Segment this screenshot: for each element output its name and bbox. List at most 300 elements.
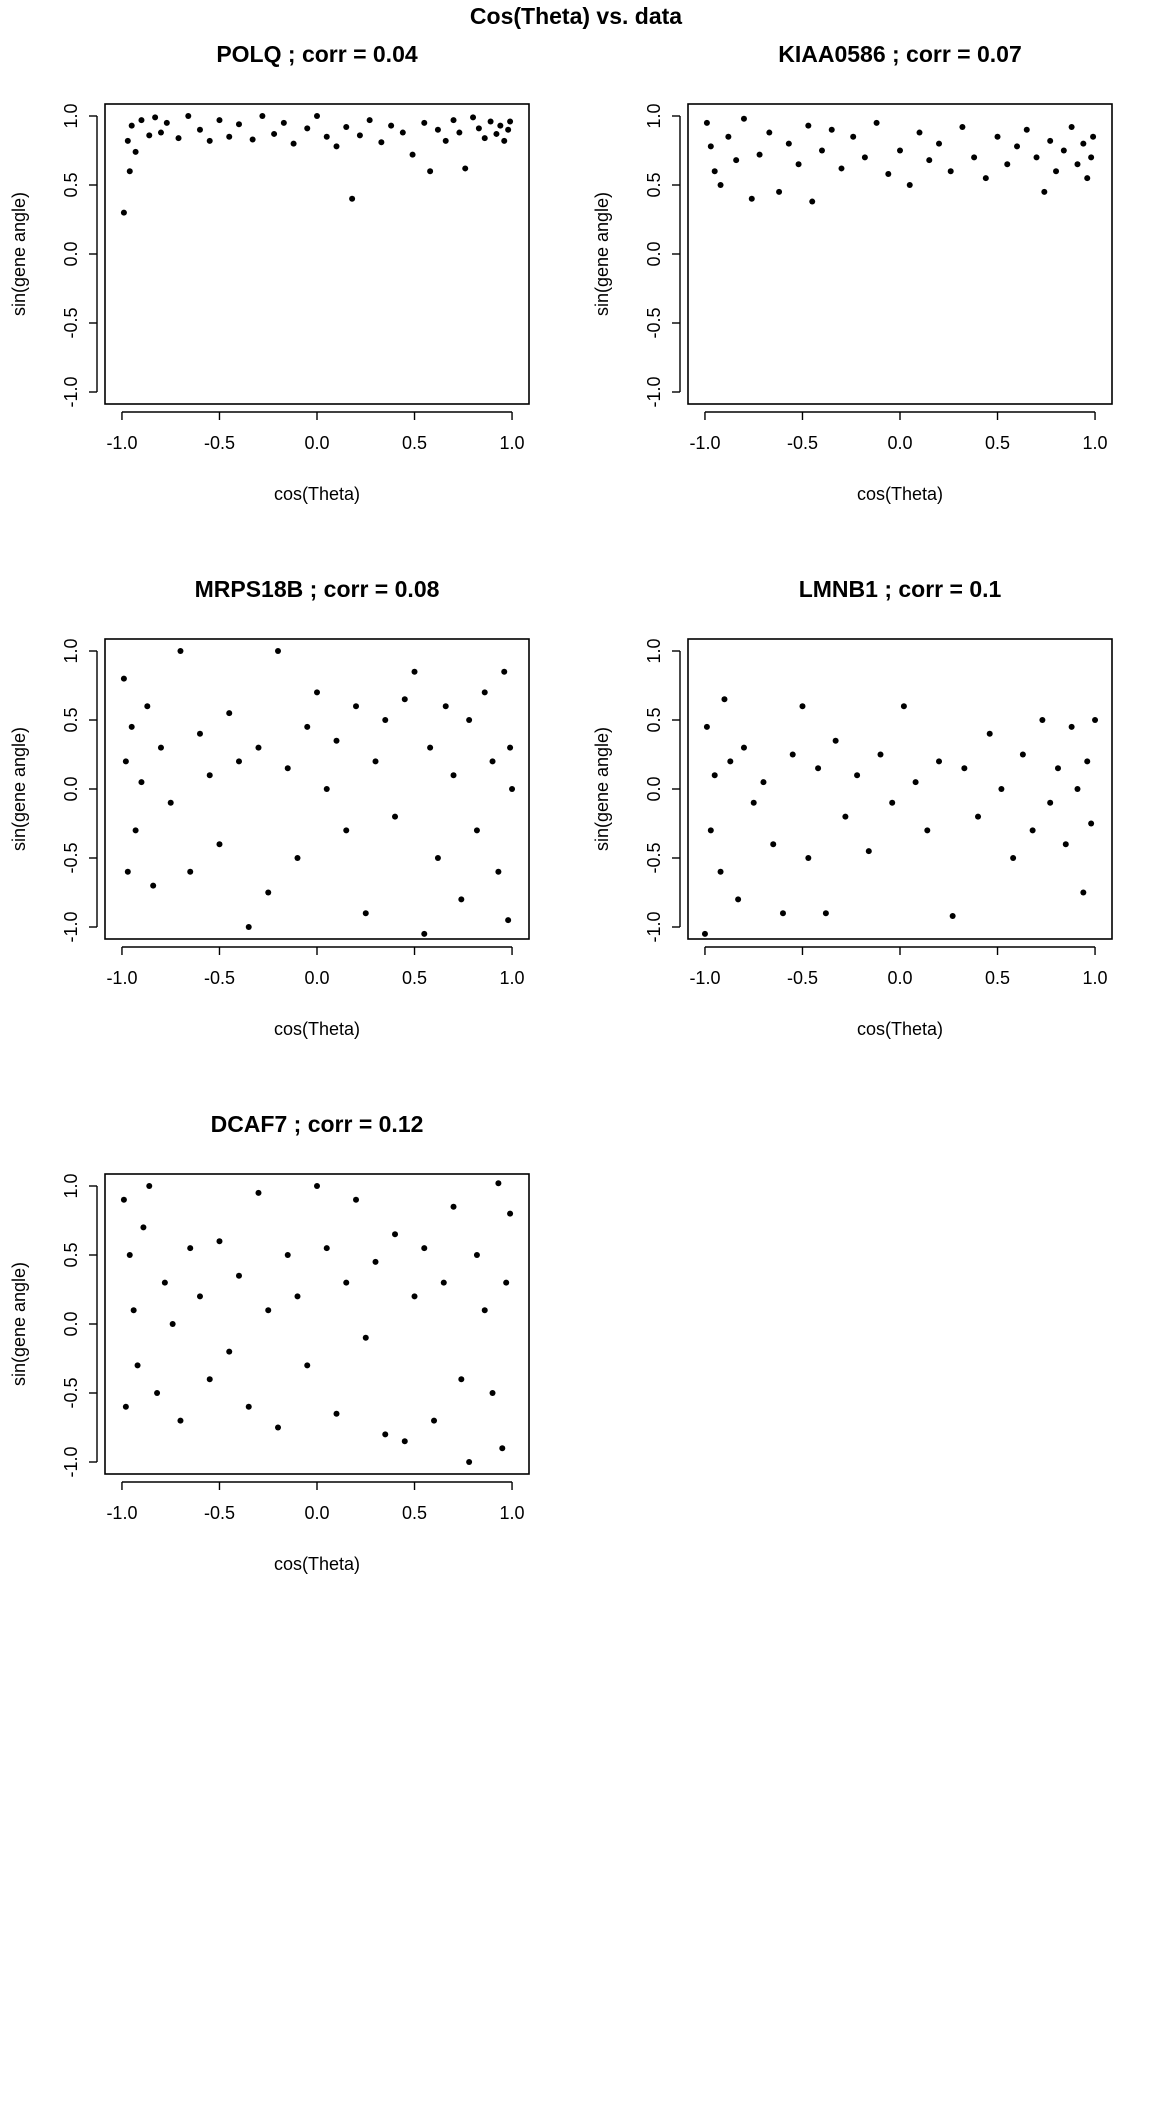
data-point xyxy=(158,745,164,751)
y-tick-label: 0.0 xyxy=(61,1311,81,1337)
data-point xyxy=(712,168,718,174)
y-tick-label: -0.5 xyxy=(61,1377,81,1409)
data-point xyxy=(712,772,718,778)
data-point xyxy=(451,117,457,123)
data-point xyxy=(164,120,170,126)
data-point xyxy=(751,800,757,806)
y-tick-label: -0.5 xyxy=(61,842,81,874)
y-tick-label: -0.5 xyxy=(61,307,81,339)
data-point xyxy=(488,119,494,125)
data-point xyxy=(505,917,511,923)
data-point xyxy=(702,931,708,937)
y-axis-label: sin(gene angle) xyxy=(592,726,612,852)
data-point xyxy=(733,157,739,163)
data-point xyxy=(246,1404,252,1410)
data-point xyxy=(427,168,433,174)
x-tick-label: -0.5 xyxy=(203,968,235,988)
data-point xyxy=(1084,758,1090,764)
y-tick-label: -1.0 xyxy=(61,911,81,943)
data-point xyxy=(373,1259,379,1265)
data-point xyxy=(1063,841,1069,847)
data-point xyxy=(216,841,222,847)
data-point xyxy=(866,848,872,854)
data-point xyxy=(1014,143,1020,149)
data-point xyxy=(862,154,868,160)
panel-title: LMNB1 ; corr = 0.1 xyxy=(798,576,1002,602)
data-point xyxy=(250,136,256,142)
data-point xyxy=(216,1238,222,1244)
data-point xyxy=(708,827,714,833)
data-point xyxy=(304,125,310,131)
y-tick-label: 1.0 xyxy=(61,1173,81,1199)
data-point xyxy=(451,772,457,778)
data-point xyxy=(474,827,480,833)
data-point xyxy=(466,1459,472,1465)
data-point xyxy=(490,1390,496,1396)
data-point xyxy=(470,114,476,120)
data-point xyxy=(314,113,320,119)
data-point xyxy=(392,1231,398,1237)
data-point xyxy=(913,779,919,785)
data-point xyxy=(495,869,501,875)
data-point xyxy=(421,1245,427,1251)
x-tick-label: 0.5 xyxy=(402,1503,428,1523)
data-point xyxy=(294,855,300,861)
data-point xyxy=(503,1280,509,1286)
data-point xyxy=(291,141,297,147)
y-tick-label: -0.5 xyxy=(644,842,664,874)
data-point xyxy=(961,765,967,771)
data-point xyxy=(285,1252,291,1258)
data-point xyxy=(493,131,499,137)
y-tick-label: -0.5 xyxy=(644,307,664,339)
y-tick-label: 0.0 xyxy=(644,776,664,802)
data-point xyxy=(427,745,433,751)
data-point xyxy=(314,1183,320,1189)
data-point xyxy=(162,1280,168,1286)
data-point xyxy=(842,814,848,820)
data-point xyxy=(757,152,763,158)
data-point xyxy=(226,1349,232,1355)
y-tick-label: 1.0 xyxy=(644,638,664,664)
y-tick-label: 1.0 xyxy=(61,638,81,664)
data-point xyxy=(1039,717,1045,723)
data-point xyxy=(271,131,277,137)
x-tick-label: -1.0 xyxy=(106,1503,138,1523)
data-points xyxy=(121,648,515,937)
x-tick-label: -0.5 xyxy=(203,1503,235,1523)
data-point xyxy=(926,157,932,163)
data-point xyxy=(343,1280,349,1286)
data-point xyxy=(314,689,320,695)
data-point xyxy=(410,152,416,158)
data-point xyxy=(177,648,183,654)
x-tick-label: 1.0 xyxy=(1082,433,1108,453)
data-point xyxy=(1069,724,1075,730)
data-point xyxy=(741,745,747,751)
x-tick-label: 0.5 xyxy=(402,433,428,453)
data-point xyxy=(462,165,468,171)
data-point xyxy=(421,120,427,126)
x-tick-label: -0.5 xyxy=(786,433,818,453)
data-point xyxy=(207,772,213,778)
data-point xyxy=(343,124,349,130)
data-point xyxy=(265,1307,271,1313)
data-point xyxy=(378,139,384,145)
data-point xyxy=(1047,800,1053,806)
data-point xyxy=(135,1362,141,1368)
x-tick-label: -1.0 xyxy=(689,433,721,453)
data-point xyxy=(168,800,174,806)
data-point xyxy=(495,1180,501,1186)
y-tick-label: 0.5 xyxy=(61,707,81,733)
data-point xyxy=(907,182,913,188)
figure-title: Cos(Theta) vs. data xyxy=(469,3,683,29)
data-point xyxy=(138,779,144,785)
data-point xyxy=(950,913,956,919)
data-point xyxy=(796,161,802,167)
data-point xyxy=(373,758,379,764)
data-point xyxy=(353,1197,359,1203)
data-point xyxy=(125,138,131,144)
data-point xyxy=(125,869,131,875)
data-point xyxy=(476,125,482,131)
data-point xyxy=(129,123,135,129)
y-tick-label: -1.0 xyxy=(61,1446,81,1478)
data-point xyxy=(285,765,291,771)
data-point xyxy=(987,731,993,737)
data-point xyxy=(505,127,511,133)
data-point xyxy=(975,814,981,820)
y-axis-label: sin(gene angle) xyxy=(9,1261,29,1387)
data-point xyxy=(431,1418,437,1424)
data-point xyxy=(497,123,503,129)
data-point xyxy=(451,1204,457,1210)
x-tick-label: -0.5 xyxy=(786,968,818,988)
x-axis-label: cos(Theta) xyxy=(273,1554,361,1574)
data-point xyxy=(708,143,714,149)
data-point xyxy=(441,1280,447,1286)
data-point xyxy=(466,717,472,723)
data-point xyxy=(158,130,164,136)
data-point xyxy=(718,869,724,875)
data-point xyxy=(815,765,821,771)
panel-title: DCAF7 ; corr = 0.12 xyxy=(210,1111,424,1137)
data-point xyxy=(760,779,766,785)
data-point xyxy=(1090,134,1096,140)
y-tick-label: -1.0 xyxy=(61,376,81,408)
chart-panel-1 xyxy=(9,41,529,504)
y-axis-label: sin(gene angle) xyxy=(9,726,29,852)
data-point xyxy=(121,1197,127,1203)
data-point xyxy=(1074,161,1080,167)
data-point xyxy=(127,168,133,174)
data-point xyxy=(152,114,158,120)
panel-title: KIAA0586 ; corr = 0.07 xyxy=(778,41,1022,67)
y-tick-label: -1.0 xyxy=(644,376,664,408)
data-point xyxy=(255,745,261,751)
data-point xyxy=(259,113,265,119)
data-point xyxy=(421,931,427,937)
data-point xyxy=(458,1376,464,1382)
data-point xyxy=(304,724,310,730)
data-point xyxy=(786,141,792,147)
x-tick-label: -0.5 xyxy=(203,433,235,453)
data-point xyxy=(490,758,496,764)
data-point xyxy=(343,827,349,833)
data-point xyxy=(400,130,406,136)
data-point xyxy=(140,1224,146,1230)
data-point xyxy=(187,869,193,875)
data-points xyxy=(121,1180,513,1465)
y-tick-label: 0.0 xyxy=(644,241,664,267)
data-point xyxy=(123,758,129,764)
data-point xyxy=(482,689,488,695)
data-point xyxy=(207,138,213,144)
chart-panel-3 xyxy=(9,576,529,1039)
data-point xyxy=(353,703,359,709)
data-point xyxy=(185,113,191,119)
x-axis-label: cos(Theta) xyxy=(273,1019,361,1039)
x-tick-label: 1.0 xyxy=(499,968,525,988)
data-point xyxy=(704,724,710,730)
data-point xyxy=(1080,141,1086,147)
y-tick-label: 0.0 xyxy=(61,776,81,802)
data-point xyxy=(304,1362,310,1368)
data-point xyxy=(255,1190,261,1196)
data-point xyxy=(971,154,977,160)
y-axis-label: sin(gene angle) xyxy=(592,191,612,317)
chart-panel-2 xyxy=(592,41,1112,504)
chart-panel-5 xyxy=(9,1111,529,1574)
data-point xyxy=(236,1273,242,1279)
data-point xyxy=(877,752,883,758)
data-point xyxy=(501,138,507,144)
data-point xyxy=(412,669,418,675)
data-point xyxy=(983,175,989,181)
data-point xyxy=(704,120,710,126)
data-point xyxy=(458,896,464,902)
data-point xyxy=(138,117,144,123)
x-tick-label: 1.0 xyxy=(499,1503,525,1523)
y-tick-label: 0.0 xyxy=(61,241,81,267)
data-point xyxy=(901,703,907,709)
y-tick-label: 1.0 xyxy=(61,103,81,129)
data-point xyxy=(1053,168,1059,174)
data-point xyxy=(294,1293,300,1299)
data-point xyxy=(1010,855,1016,861)
y-axis-label: sin(gene angle) xyxy=(9,191,29,317)
data-point xyxy=(741,116,747,122)
data-point xyxy=(1047,138,1053,144)
data-point xyxy=(402,1438,408,1444)
data-point xyxy=(146,1183,152,1189)
data-point xyxy=(324,134,330,140)
data-point xyxy=(725,134,731,140)
data-point xyxy=(170,1321,176,1327)
data-point xyxy=(749,196,755,202)
panel-title: POLQ ; corr = 0.04 xyxy=(216,41,418,67)
data-point xyxy=(265,890,271,896)
data-point xyxy=(176,135,182,141)
data-point xyxy=(144,703,150,709)
data-point xyxy=(133,149,139,155)
data-point xyxy=(197,127,203,133)
data-point xyxy=(838,165,844,171)
data-point xyxy=(718,182,724,188)
data-point xyxy=(435,855,441,861)
data-point xyxy=(1080,890,1086,896)
data-point xyxy=(246,924,252,930)
data-point xyxy=(150,883,156,889)
data-point xyxy=(727,758,733,764)
data-point xyxy=(154,1390,160,1396)
data-point xyxy=(735,896,741,902)
data-point xyxy=(129,724,135,730)
data-point xyxy=(363,1335,369,1341)
data-point xyxy=(334,143,340,149)
y-tick-label: 1.0 xyxy=(644,103,664,129)
data-point xyxy=(1061,148,1067,154)
data-point xyxy=(499,1445,505,1451)
data-point xyxy=(388,123,394,129)
data-point xyxy=(936,141,942,147)
y-tick-label: 0.5 xyxy=(644,172,664,198)
data-point xyxy=(1092,717,1098,723)
data-point xyxy=(924,827,930,833)
data-point xyxy=(1030,827,1036,833)
plot-frame xyxy=(105,1174,529,1474)
plot-frame xyxy=(105,639,529,939)
data-point xyxy=(177,1418,183,1424)
x-tick-label: 0.0 xyxy=(304,968,330,988)
data-points xyxy=(704,116,1096,205)
data-point xyxy=(443,703,449,709)
data-point xyxy=(874,120,880,126)
data-point xyxy=(829,127,835,133)
data-point xyxy=(1020,752,1026,758)
data-point xyxy=(121,210,127,216)
data-point xyxy=(197,1293,203,1299)
data-point xyxy=(334,1411,340,1417)
data-point xyxy=(146,132,152,138)
x-tick-label: 0.5 xyxy=(985,433,1011,453)
data-point xyxy=(854,772,860,778)
data-point xyxy=(1004,161,1010,167)
data-point xyxy=(995,134,1001,140)
y-tick-label: 0.5 xyxy=(61,172,81,198)
data-point xyxy=(367,117,373,123)
data-point xyxy=(897,148,903,154)
x-tick-label: 0.0 xyxy=(304,433,330,453)
data-point xyxy=(207,1376,213,1382)
data-point xyxy=(998,786,1004,792)
data-point xyxy=(382,717,388,723)
data-point xyxy=(833,738,839,744)
x-tick-label: 0.5 xyxy=(402,968,428,988)
data-point xyxy=(357,132,363,138)
panel-title: MRPS18B ; corr = 0.08 xyxy=(194,576,440,602)
x-tick-label: 0.5 xyxy=(985,968,1011,988)
data-point xyxy=(187,1245,193,1251)
data-point xyxy=(850,134,856,140)
plot-frame xyxy=(688,639,1112,939)
data-point xyxy=(349,196,355,202)
data-point xyxy=(226,134,232,140)
data-point xyxy=(236,121,242,127)
data-point xyxy=(482,135,488,141)
data-point xyxy=(216,117,222,123)
data-point xyxy=(1055,765,1061,771)
y-tick-label: 0.5 xyxy=(61,1242,81,1268)
data-point xyxy=(1024,127,1030,133)
data-point xyxy=(197,731,203,737)
data-point xyxy=(1088,821,1094,827)
x-tick-label: 0.0 xyxy=(304,1503,330,1523)
data-point xyxy=(123,1404,129,1410)
data-point xyxy=(1084,175,1090,181)
data-point xyxy=(226,710,232,716)
data-point xyxy=(805,123,811,129)
y-tick-label: -1.0 xyxy=(644,911,664,943)
data-point xyxy=(766,130,772,136)
data-point xyxy=(819,148,825,154)
data-point xyxy=(507,745,513,751)
x-axis-label: cos(Theta) xyxy=(856,1019,944,1039)
data-point xyxy=(507,119,513,125)
data-point xyxy=(1074,786,1080,792)
data-point xyxy=(363,910,369,916)
data-point xyxy=(1069,124,1075,130)
data-point xyxy=(121,676,127,682)
data-point xyxy=(435,127,441,133)
data-point xyxy=(780,910,786,916)
data-point xyxy=(392,814,398,820)
data-point xyxy=(721,696,727,702)
data-point xyxy=(334,738,340,744)
data-point xyxy=(885,171,891,177)
data-point xyxy=(1041,189,1047,195)
data-point xyxy=(889,800,895,806)
x-axis-label: cos(Theta) xyxy=(856,484,944,504)
data-point xyxy=(1034,154,1040,160)
data-point xyxy=(474,1252,480,1258)
y-tick-label: 0.5 xyxy=(644,707,664,733)
data-point xyxy=(948,168,954,174)
data-point xyxy=(917,130,923,136)
data-point xyxy=(1088,154,1094,160)
x-axis-label: cos(Theta) xyxy=(273,484,361,504)
data-point xyxy=(412,1293,418,1299)
data-point xyxy=(382,1431,388,1437)
data-point xyxy=(275,648,281,654)
data-point xyxy=(799,703,805,709)
data-point xyxy=(790,752,796,758)
data-point xyxy=(776,189,782,195)
x-tick-label: 1.0 xyxy=(1082,968,1108,988)
data-point xyxy=(809,199,815,205)
x-tick-label: 1.0 xyxy=(499,433,525,453)
data-point xyxy=(127,1252,133,1258)
data-point xyxy=(509,786,515,792)
data-point xyxy=(482,1307,488,1313)
data-point xyxy=(959,124,965,130)
data-point xyxy=(281,120,287,126)
x-tick-label: 0.0 xyxy=(887,968,913,988)
data-point xyxy=(236,758,242,764)
data-point xyxy=(507,1211,513,1217)
chart-panel-4 xyxy=(592,576,1112,1039)
